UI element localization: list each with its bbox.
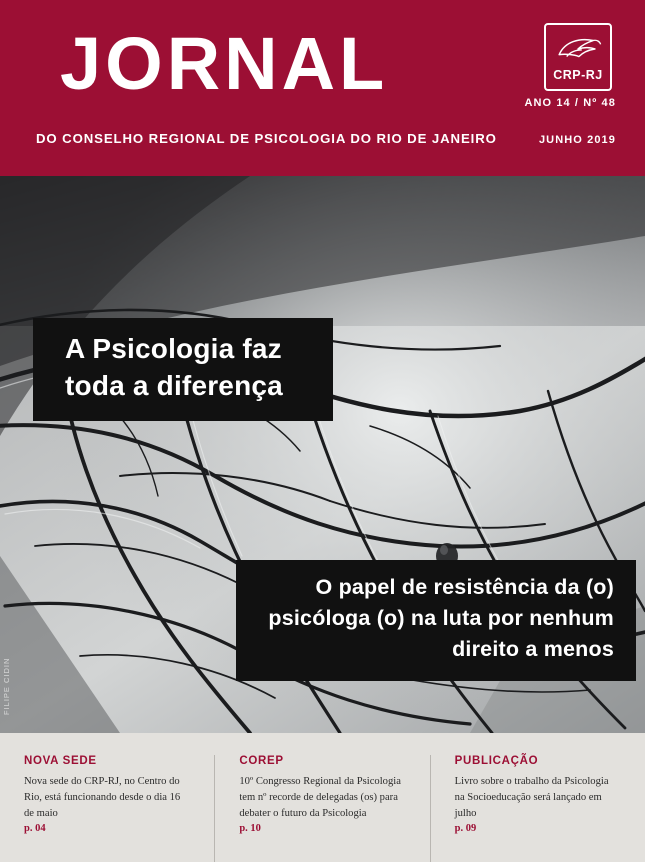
teaser-title: COREP [239,755,284,767]
teaser-corep[interactable] [214,755,429,862]
cover-photo [0,176,645,733]
photo-credit: FILIPE CIDIN [2,657,11,715]
crp-rj-logo [544,23,612,91]
publication-title: JORNAL [60,22,389,105]
footer-teasers [0,733,645,862]
teaser-publicacao[interactable] [430,755,645,862]
main-headline: A Psicologia faz toda a diferença [33,318,333,421]
teaser-text: Nova sede do CRP-RJ, no Centro do Rio, está funcionando desde o dia 16 de maio [24,776,181,820]
teaser-page-number: p. 04 [24,823,46,834]
teaser-nova-sede[interactable] [0,755,214,862]
publication-subtitle: DO CONSELHO REGIONAL DE PSICOLOGIA DO RIO DE JANEIRO [36,131,497,146]
teaser-page-number: p. 10 [239,823,261,834]
secondary-headline: O papel de resistência da (o) psicóloga (o) na luta por nenhum direito a menos [236,560,636,681]
teaser-text: Livro sobre o trabalho da Psicologia na Socioeducação será lançado em julho [454,776,609,820]
teaser-page-number: p. 09 [454,823,477,834]
bird-logo-icon [546,31,610,67]
teaser-title: PUBLICAÇÃO [454,755,539,767]
issue-date: JUNHO 2019 [538,134,616,146]
teaser-text: 10º Congresso Regional da Psicologia tem nº recorde de delegadas (os) para debater o futuro da Psicologia [239,776,401,820]
logo-label: CRP-RJ [553,68,603,82]
masthead [0,0,645,176]
teaser-title: NOVA SEDE [24,755,97,767]
issue-number: ANO 14 / Nº 48 [524,97,616,109]
